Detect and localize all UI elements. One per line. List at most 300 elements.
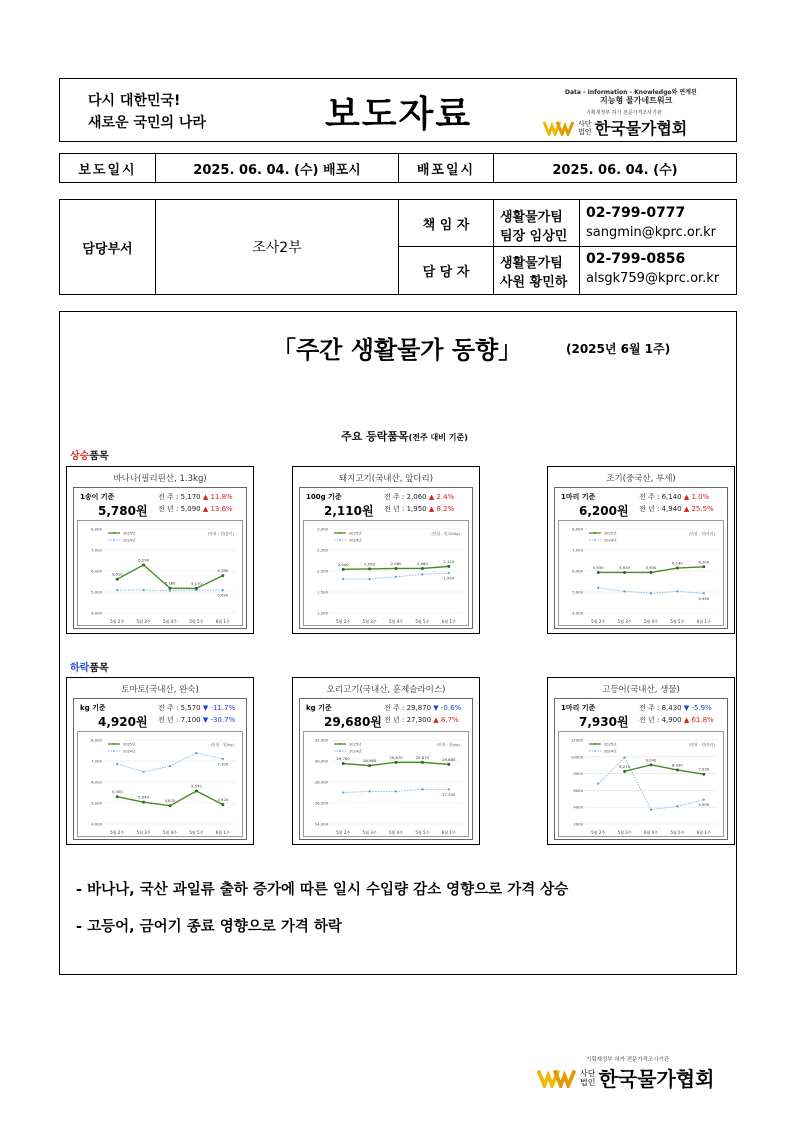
item-card (547, 466, 735, 634)
chart-canvas (78, 732, 244, 838)
prev-week-price: 6,140 (661, 493, 682, 501)
y-tick-label: 5,000 (572, 589, 583, 595)
data-point (342, 762, 345, 765)
y-tick-label: 5,000 (91, 800, 102, 806)
series-line-segment (677, 567, 703, 568)
data-point (395, 761, 398, 764)
legend-label: 2025년 (604, 742, 617, 747)
data-point (195, 752, 197, 754)
legend-label: 2025년 (123, 531, 136, 536)
item-panel (554, 698, 728, 840)
manager-label: 책 임 자 (422, 217, 470, 233)
prev-year-compare (158, 504, 233, 514)
x-tick-label: 5월 4주 (388, 619, 404, 624)
legend-label: 2025년 (349, 742, 362, 747)
prev-week-compare (158, 492, 233, 502)
y-tick-label: 8,000 (91, 526, 102, 532)
manager-phone: 02-799-0777 (586, 205, 686, 221)
x-tick-label: 6월 4주 (643, 830, 659, 835)
data-point (169, 587, 172, 590)
data-point (650, 592, 652, 594)
prev-week-change: ▲ 2.4% (428, 493, 455, 501)
data-point (368, 764, 371, 767)
data-label: 5,300 (111, 789, 123, 795)
prev-year-label: 전 년 : (639, 716, 662, 724)
legend-label: 2024년 (349, 538, 362, 543)
x-tick-label: 5월 5주 (189, 619, 204, 624)
data-point (395, 567, 398, 570)
data-label: 4,870 (164, 798, 176, 804)
series-line-segment (625, 591, 651, 593)
data-point (447, 565, 450, 568)
data-label: 6,140 (671, 560, 683, 566)
x-tick-label: 5월 5주 (670, 619, 685, 624)
unit-basis: 1마리 기준 (561, 493, 596, 501)
chart-unit-note: (단위 : 원/kg) (210, 742, 234, 747)
item-card (66, 466, 254, 634)
footer-logo (537, 1063, 714, 1092)
data-label: 4,920 (217, 797, 229, 803)
series-line-segment (117, 764, 143, 772)
series-line-segment (144, 766, 170, 772)
series-line-segment (422, 566, 448, 568)
falling-suffix: 품목 (89, 663, 109, 674)
x-tick-label: 6월 1주 (441, 830, 456, 835)
prev-year-change: ▲ 61.8% (683, 716, 714, 724)
data-point (116, 589, 118, 591)
x-tick-label: 5월 3주 (362, 619, 377, 624)
chart-canvas (559, 732, 725, 838)
legend-label: 2025년 (604, 531, 617, 536)
y-tick-label: 2000 (573, 821, 583, 827)
main-content-box (59, 311, 737, 975)
x-tick-label: 6월 1주 (215, 619, 230, 624)
prev-year-compare (384, 504, 454, 514)
y-tick-label: 28,000 (314, 779, 328, 785)
data-point (597, 571, 600, 574)
y-tick-label: 4000 (573, 804, 583, 810)
item-card (292, 677, 480, 845)
item-name: 바나나(필리핀산, 1.3kg) (113, 474, 207, 484)
x-tick-label: 5월 2주 (336, 830, 351, 835)
data-label: 2,040 (337, 561, 349, 567)
data-point (421, 573, 423, 575)
legend-label: 2025년 (349, 531, 362, 536)
unit-basis: 1마리 기준 (561, 704, 596, 712)
data-label: 29,870 (389, 754, 403, 760)
series-line-segment (370, 577, 396, 579)
data-label: 7,100 (217, 761, 229, 767)
prev-year-change: ▲ 13.6% (202, 505, 233, 513)
manager-email[interactable]: sangmin@kprc.or.kr (586, 225, 716, 240)
data-point (395, 576, 397, 578)
footer-corp-type-line2: 법인 (580, 1077, 596, 1087)
x-tick-label: 5월 4주 (162, 830, 178, 835)
data-point (222, 589, 224, 591)
chart-canvas (304, 521, 470, 627)
network-tagline: Data - Information - Knowledge와 연계된 (565, 89, 697, 96)
x-tick-label: 5월 2주 (110, 830, 125, 835)
data-point (702, 565, 705, 568)
summary-bullet-1: - 바나나, 국산 과일류 출하 증가에 따른 일시 수입량 감소 영향으로 가격 상승 (76, 882, 569, 898)
series-line-segment (598, 758, 624, 784)
data-point (395, 790, 397, 792)
y-tick-label: 6,000 (91, 779, 102, 785)
legend-marker (113, 539, 115, 541)
y-tick-label: 6000 (573, 787, 583, 793)
data-point (169, 765, 171, 767)
data-point (143, 589, 145, 591)
slogan-line1: 다시 대한민국! (88, 93, 181, 109)
y-tick-label: 2,500 (317, 547, 328, 553)
prev-year-label: 전 년 : (158, 716, 181, 724)
legend-marker (339, 743, 341, 745)
series-line-segment (196, 753, 222, 759)
y-tick-label: 26,000 (314, 800, 328, 806)
data-point (369, 578, 371, 580)
key-items-title: 주요 등락품목 (341, 430, 409, 443)
series-line-segment (651, 806, 677, 809)
y-tick-label: 7,000 (91, 547, 102, 553)
x-tick-label: 5월 3주 (617, 830, 632, 835)
data-point (195, 587, 198, 590)
release-date-value: 2025. 06. 04. (수) 배포시 (193, 162, 361, 178)
data-point (447, 763, 450, 766)
key-items-note: (전주 대비 기준) (408, 433, 468, 442)
prev-year-label: 전 년 : (384, 716, 407, 724)
data-label: 5,780 (217, 568, 229, 574)
item-panel (554, 487, 728, 629)
data-point (676, 805, 678, 807)
item-name: 고등어(국내산, 생물) (602, 685, 680, 695)
distribution-date-value: 2025. 06. 04. (수) (552, 162, 678, 178)
legend-label: 2024년 (349, 749, 362, 754)
data-label: 5,090 (217, 592, 229, 598)
prev-week-price: 29,870 (406, 704, 432, 712)
prev-week-label: 전 주 : (384, 493, 407, 501)
x-tick-label: 5월 4주 (162, 619, 178, 624)
x-tick-label: 5월 3주 (136, 830, 151, 835)
prev-year-price: 4,900 (661, 716, 682, 724)
data-label: 6,200 (698, 559, 710, 565)
prev-year-label: 전 년 : (158, 505, 181, 513)
data-point (623, 571, 626, 574)
footer-corp-name: 한국물가협회 (598, 1067, 715, 1091)
data-point (703, 592, 705, 594)
y-tick-label: 10000 (570, 754, 583, 760)
data-point (597, 587, 599, 589)
series-line-segment (396, 574, 422, 577)
series-line-segment (144, 590, 170, 591)
chart-unit-note: (단위 : 원/마리) (688, 742, 715, 747)
prev-week-change: ▲ 11.8% (202, 493, 233, 501)
y-tick-label: 4,000 (572, 610, 583, 616)
prev-year-price: 5,090 (180, 505, 201, 513)
legend-marker (339, 750, 341, 752)
data-label: 5,570 (190, 783, 202, 789)
data-point (342, 791, 344, 793)
y-tick-label: 4,000 (91, 821, 102, 827)
dept-value: 조사2부 (252, 240, 302, 256)
data-point (597, 783, 599, 785)
data-point (623, 770, 626, 773)
prev-week-price: 2,060 (406, 493, 427, 501)
series-line-segment (170, 590, 196, 591)
series-line-segment (422, 573, 448, 574)
corp-type-line2: 법인 (578, 127, 592, 136)
series-line-segment (343, 791, 369, 792)
y-tick-label: 7,000 (572, 547, 583, 553)
y-tick-label: 6,000 (572, 568, 583, 574)
data-point (368, 567, 371, 570)
legend-label: 2024년 (604, 749, 617, 754)
data-label: 5,040 (138, 794, 150, 800)
x-tick-label: 5월 2주 (591, 830, 606, 835)
release-date-label: 보도일시 (78, 162, 137, 178)
data-point (195, 790, 198, 793)
item-name: 조기(중국산, 부세) (606, 474, 676, 484)
data-point (676, 590, 678, 592)
y-tick-label: 12000 (570, 737, 583, 743)
y-tick-label: 8000 (573, 771, 583, 777)
press-release-title: 보도자료 (325, 94, 473, 135)
prev-week-change: ▼ -0.6% (433, 704, 462, 712)
data-label: 2,110 (443, 558, 455, 564)
y-tick-label: 5,000 (91, 589, 102, 595)
y-tick-label: 7,000 (91, 758, 102, 764)
kprc-logo-icon (537, 1068, 577, 1088)
falling-word: 하락 (70, 663, 90, 674)
data-point (342, 568, 345, 571)
data-label: 2,050 (364, 561, 376, 567)
prev-week-change: ▼ -5.9% (683, 704, 712, 712)
data-point (142, 801, 145, 804)
unit-basis: 100g 기준 (306, 493, 342, 501)
data-label: 4,900 (698, 802, 710, 808)
data-point (676, 768, 679, 771)
y-tick-label: 32,000 (314, 737, 328, 743)
series-line-segment (677, 591, 703, 593)
data-label: 5,930 (619, 564, 631, 570)
manager-name: 팀장 임상민 (500, 229, 568, 244)
prev-week-compare (384, 492, 454, 502)
prev-week-compare (639, 492, 709, 502)
chart-unit-note: (단위 : 원/100g) (431, 531, 460, 536)
prev-year-change: ▲ 8.7% (433, 716, 459, 724)
data-point (650, 809, 652, 811)
rising-word: 상승 (70, 451, 90, 462)
data-point (421, 567, 424, 570)
legend-label: 2025년 (123, 742, 136, 747)
footer-gov-note: 기획재정부 허가 전문가격조사기관 (586, 1057, 670, 1063)
prev-year-price: 7,100 (180, 716, 201, 724)
corp-type-line1: 사단 (578, 119, 592, 128)
data-label: 1,950 (443, 575, 455, 581)
current-price: 5,780원 (98, 504, 148, 518)
x-tick-label: 5월 5주 (415, 830, 430, 835)
data-label: 5,930 (645, 564, 657, 570)
data-point (116, 795, 119, 798)
y-tick-label: 8,000 (91, 737, 102, 743)
prev-week-label: 전 주 : (158, 704, 181, 712)
x-tick-label: 5월 5주 (670, 830, 685, 835)
prev-week-change: ▲ 1.0% (683, 493, 710, 501)
chart-unit-note: (단위 : 원/kg) (436, 742, 460, 747)
x-tick-label: 6월 1주 (441, 619, 456, 624)
x-tick-label: 5월 2주 (336, 619, 351, 624)
item-name: 돼지고기(국내산, 앞다리) (338, 474, 434, 484)
prev-year-price: 4,940 (661, 505, 682, 513)
price-trend-chart (558, 520, 724, 626)
series-line-segment (396, 789, 422, 791)
gov-license-note: 기획재정부 허가 전문가격조사기관 (586, 110, 662, 116)
prev-week-label: 전 주 : (158, 493, 181, 501)
x-tick-label: 5월 4주 (643, 619, 659, 624)
unit-basis: kg 기준 (80, 704, 106, 712)
data-point (624, 757, 626, 759)
dept-label: 담당부서 (82, 241, 133, 257)
x-tick-label: 6월 1주 (696, 830, 711, 835)
prev-year-change: ▲ 25.5% (683, 505, 714, 513)
item-card (66, 677, 254, 845)
price-trend-chart (77, 520, 243, 626)
kprc-logo-icon (543, 120, 575, 136)
data-point (448, 572, 450, 574)
slogan-line2: 새로운 국민의 나라 (88, 115, 206, 131)
item-name: 토마토(국내산, 완숙) (121, 685, 199, 695)
current-price: 29,680원 (324, 715, 382, 729)
network-name: 지능형 물가네트워크 (600, 96, 673, 105)
y-tick-label: 8,000 (572, 526, 583, 532)
staff-team: 생활물가팀 (500, 256, 563, 271)
data-label: 8,430 (671, 762, 683, 768)
y-tick-label: 1,000 (317, 610, 328, 616)
prev-week-price: 8,430 (661, 704, 682, 712)
chart-canvas (304, 732, 470, 838)
y-tick-label: 2,000 (317, 568, 328, 574)
prev-week-compare (639, 703, 712, 713)
report-title: 「주간 생활물가 동향」 (272, 336, 523, 364)
series-line-segment (598, 588, 624, 592)
price-trend-chart (77, 731, 243, 837)
price-trend-chart (303, 520, 469, 626)
series-line-segment (651, 591, 677, 593)
y-tick-label: 30,000 (314, 758, 328, 764)
data-label: 2,060 (390, 560, 402, 566)
item-panel (73, 698, 247, 840)
item-card (547, 677, 735, 845)
data-point (624, 590, 626, 592)
prev-week-price: 5,570 (180, 704, 201, 712)
data-point (169, 804, 172, 807)
prev-year-price: 27,300 (406, 716, 432, 724)
legend-marker (113, 743, 115, 745)
rising-items-label (70, 447, 109, 462)
data-label: 29,680 (442, 756, 456, 762)
prev-week-change: ▼ -11.7% (202, 704, 236, 712)
key-items-heading (341, 428, 468, 444)
rising-suffix: 품목 (89, 451, 109, 462)
data-point (421, 788, 423, 790)
data-point (142, 563, 145, 566)
legend-marker (594, 539, 596, 541)
prev-year-change: ▲ 8.2% (428, 505, 455, 513)
data-label: 29,760 (336, 756, 350, 762)
staff-email[interactable]: alsgk759@kprc.or.kr (586, 271, 720, 286)
x-tick-label: 5월 3주 (136, 619, 151, 624)
header-logo (543, 116, 687, 139)
data-point (703, 799, 705, 801)
data-point (169, 590, 171, 592)
data-label: 8,270 (619, 763, 631, 769)
summary-bullet-2: - 고등어, 금어기 종료 영향으로 가격 하락 (76, 919, 342, 935)
prev-week-compare (158, 703, 235, 713)
data-point (650, 571, 653, 574)
data-point (421, 761, 424, 764)
x-tick-label: 6월 1주 (215, 830, 230, 835)
legend-label: 2024년 (604, 538, 617, 543)
item-card (292, 466, 480, 634)
data-point (116, 763, 118, 765)
data-point (650, 763, 653, 766)
prev-year-change: ▼ -30.7% (202, 716, 236, 724)
prev-year-compare (639, 504, 714, 514)
y-tick-label: 6,000 (91, 568, 102, 574)
legend-marker (113, 532, 115, 534)
x-tick-label: 5월 5주 (415, 619, 430, 624)
item-panel (73, 487, 247, 629)
data-label: 29,560 (362, 758, 377, 764)
x-tick-label: 5월 3주 (617, 619, 632, 624)
legend-marker (113, 750, 115, 752)
y-tick-label: 24,000 (314, 821, 328, 827)
prev-week-label: 전 주 : (639, 704, 662, 712)
chart-canvas (78, 521, 244, 627)
data-point (702, 773, 705, 776)
data-point (221, 574, 224, 577)
x-tick-label: 5월 3주 (362, 830, 377, 835)
prev-year-label: 전 년 : (639, 505, 662, 513)
data-label: 9,040 (645, 757, 657, 763)
data-point (342, 578, 344, 580)
prev-year-compare (639, 715, 714, 725)
y-tick-label: 3,000 (317, 526, 328, 532)
chart-unit-note: (단위 : 원/송이) (207, 531, 234, 536)
x-tick-label: 5월 2주 (591, 619, 606, 624)
data-point (143, 771, 145, 773)
prev-year-label: 전 년 : (384, 505, 407, 513)
data-label: 7,930 (698, 766, 710, 772)
report-week: (2025년 6월 1주) (566, 342, 671, 356)
prev-week-label: 전 주 : (639, 493, 662, 501)
x-tick-label: 5월 4주 (388, 830, 404, 835)
footer-corp-type-line1: 사단 (580, 1068, 596, 1078)
prev-year-price: 1,950 (406, 505, 427, 513)
series-line-segment (343, 764, 369, 766)
price-trend-chart (303, 731, 469, 837)
unit-basis: 1송이 기준 (80, 493, 115, 501)
current-price: 7,930원 (579, 715, 629, 729)
prev-year-compare (384, 715, 459, 725)
prev-week-compare (384, 703, 461, 713)
data-point (116, 578, 119, 581)
legend-label: 2024년 (123, 538, 136, 543)
current-price: 2,110원 (324, 504, 374, 518)
current-price: 6,200원 (579, 504, 629, 518)
y-tick-label: 1,500 (317, 589, 328, 595)
staff-name: 사원 황민하 (500, 275, 568, 290)
item-name: 오리고기(국내산, 훈제슬라이스) (326, 685, 446, 695)
